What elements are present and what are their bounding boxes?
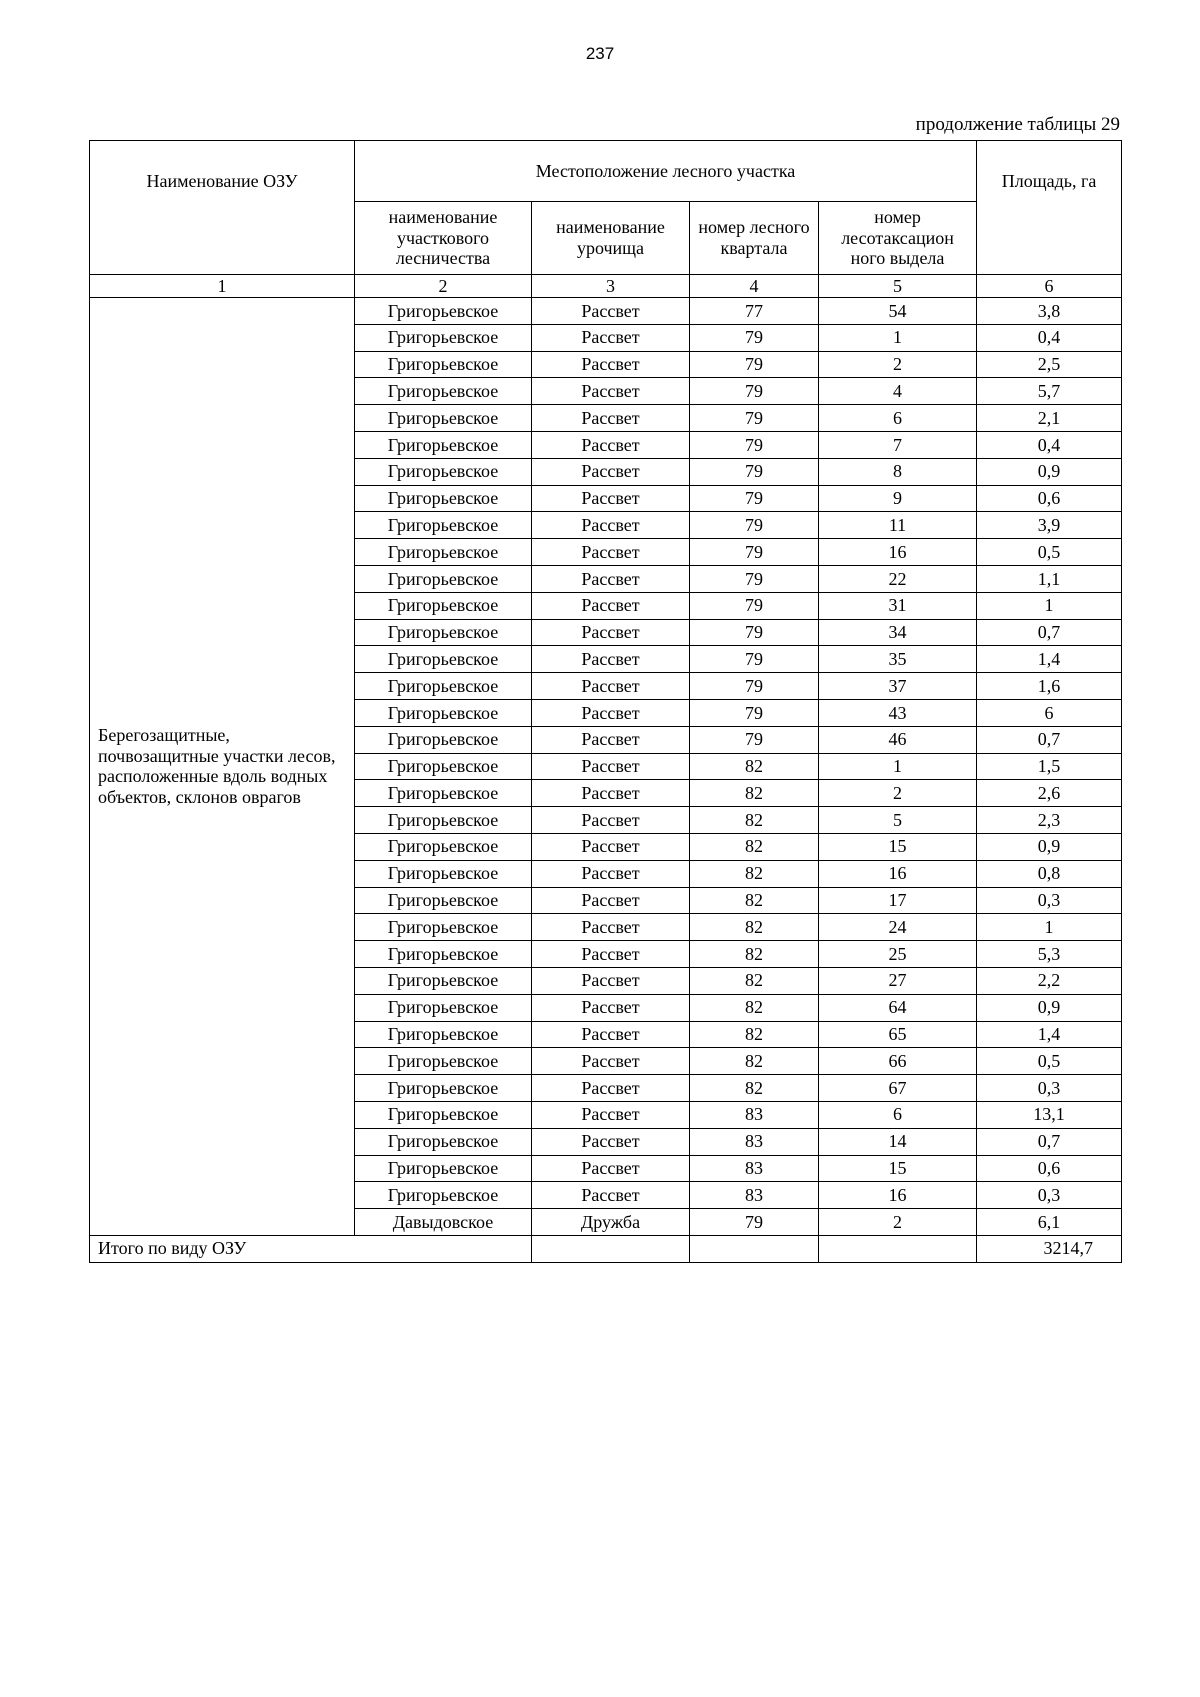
- forestry-cell: Григорьевское: [355, 378, 532, 405]
- tract-cell: Рассвет: [532, 941, 690, 968]
- forestry-cell: Григорьевское: [355, 1128, 532, 1155]
- quarter-cell: 79: [690, 378, 819, 405]
- allotment-cell: 16: [819, 539, 977, 566]
- tract-cell: Рассвет: [532, 753, 690, 780]
- allotment-cell: 34: [819, 619, 977, 646]
- total-row: [90, 1235, 1122, 1262]
- quarter-cell: 82: [690, 833, 819, 860]
- allotment-cell: 67: [819, 1075, 977, 1102]
- allotment-cell: 35: [819, 646, 977, 673]
- allotment-cell: 15: [819, 1155, 977, 1182]
- allotment-cell: 25: [819, 941, 977, 968]
- tract-cell: Рассвет: [532, 512, 690, 539]
- column-number: 4: [690, 275, 819, 298]
- area-cell: 6: [977, 699, 1122, 726]
- forestry-cell: Григорьевское: [355, 753, 532, 780]
- forestry-cell: Григорьевское: [355, 1101, 532, 1128]
- allotment-cell: 14: [819, 1128, 977, 1155]
- table-row: [90, 298, 1122, 325]
- allotment-cell: 64: [819, 994, 977, 1021]
- quarter-cell: 79: [690, 565, 819, 592]
- header-quarter: номер лесного квартала: [690, 202, 819, 275]
- area-cell: 5,7: [977, 378, 1122, 405]
- column-number: 3: [532, 275, 690, 298]
- empty-cell: [819, 1235, 977, 1262]
- forestry-cell: Григорьевское: [355, 887, 532, 914]
- quarter-cell: 79: [690, 726, 819, 753]
- area-cell: 0,8: [977, 860, 1122, 887]
- tract-cell: Рассвет: [532, 887, 690, 914]
- quarter-cell: 82: [690, 780, 819, 807]
- header-row-top: [90, 141, 1122, 202]
- forestry-cell: Григорьевское: [355, 646, 532, 673]
- table-continuation-label: продолжение таблицы 29: [915, 114, 1120, 135]
- forestry-cell: Григорьевское: [355, 1155, 532, 1182]
- quarter-cell: 79: [690, 458, 819, 485]
- forestry-cell: Григорьевское: [355, 324, 532, 351]
- quarter-cell: 82: [690, 753, 819, 780]
- header-location-group: Местоположение лесного участка: [355, 141, 977, 202]
- empty-cell: [532, 1235, 690, 1262]
- forestry-cell: Григорьевское: [355, 833, 532, 860]
- tract-cell: Рассвет: [532, 780, 690, 807]
- area-cell: 0,9: [977, 833, 1122, 860]
- allotment-cell: 27: [819, 967, 977, 994]
- area-cell: 0,5: [977, 1048, 1122, 1075]
- forestry-cell: Григорьевское: [355, 351, 532, 378]
- forestry-cell: Григорьевское: [355, 1021, 532, 1048]
- area-cell: 2,2: [977, 967, 1122, 994]
- tract-cell: Рассвет: [532, 619, 690, 646]
- forestry-cell: Григорьевское: [355, 485, 532, 512]
- quarter-cell: 79: [690, 646, 819, 673]
- header-area: Площадь, га: [977, 141, 1122, 275]
- area-cell: 2,1: [977, 405, 1122, 432]
- allotment-cell: 54: [819, 298, 977, 325]
- quarter-cell: 79: [690, 1209, 819, 1236]
- area-cell: 0,7: [977, 726, 1122, 753]
- allotment-cell: 6: [819, 405, 977, 432]
- header-ozu-name: Наименование ОЗУ: [90, 141, 355, 275]
- forestry-cell: Григорьевское: [355, 592, 532, 619]
- tract-cell: Рассвет: [532, 673, 690, 700]
- area-cell: 1,5: [977, 753, 1122, 780]
- area-cell: 2,5: [977, 351, 1122, 378]
- forestry-cell: Григорьевское: [355, 860, 532, 887]
- area-cell: 1: [977, 592, 1122, 619]
- tract-cell: Рассвет: [532, 378, 690, 405]
- quarter-cell: 79: [690, 539, 819, 566]
- tract-cell: Рассвет: [532, 1182, 690, 1209]
- tract-cell: Рассвет: [532, 485, 690, 512]
- quarter-cell: 83: [690, 1182, 819, 1209]
- quarter-cell: 79: [690, 485, 819, 512]
- allotment-cell: 9: [819, 485, 977, 512]
- quarter-cell: 82: [690, 914, 819, 941]
- allotment-cell: 37: [819, 673, 977, 700]
- allotment-cell: 11: [819, 512, 977, 539]
- column-number: 2: [355, 275, 532, 298]
- tract-cell: Рассвет: [532, 1155, 690, 1182]
- allotment-cell: 2: [819, 1209, 977, 1236]
- quarter-cell: 79: [690, 351, 819, 378]
- tract-cell: Рассвет: [532, 1048, 690, 1075]
- allotment-cell: 2: [819, 780, 977, 807]
- area-cell: 1: [977, 914, 1122, 941]
- tract-cell: Рассвет: [532, 405, 690, 432]
- area-cell: 0,7: [977, 1128, 1122, 1155]
- allotment-cell: 16: [819, 1182, 977, 1209]
- tract-cell: Рассвет: [532, 1021, 690, 1048]
- tract-cell: Рассвет: [532, 1128, 690, 1155]
- forestry-cell: Григорьевское: [355, 458, 532, 485]
- ozu-table: [89, 140, 1122, 1263]
- tract-cell: Рассвет: [532, 726, 690, 753]
- tract-cell: Рассвет: [532, 646, 690, 673]
- quarter-cell: 79: [690, 405, 819, 432]
- area-cell: 3,9: [977, 512, 1122, 539]
- quarter-cell: 83: [690, 1101, 819, 1128]
- forestry-cell: Григорьевское: [355, 1075, 532, 1102]
- ozu-category-name: Берегозащитные, почвозащитные участки лесов, расположенные вдоль водных объектов, склонов оврагов: [90, 298, 355, 1236]
- tract-cell: Рассвет: [532, 994, 690, 1021]
- quarter-cell: 82: [690, 1021, 819, 1048]
- quarter-cell: 83: [690, 1155, 819, 1182]
- table-body: [90, 141, 1122, 1263]
- forestry-cell: Григорьевское: [355, 914, 532, 941]
- column-numbers-row: [90, 275, 1122, 298]
- allotment-cell: 8: [819, 458, 977, 485]
- total-area: 3214,7: [977, 1235, 1122, 1262]
- area-cell: 0,3: [977, 1182, 1122, 1209]
- total-label: Итого по виду ОЗУ: [90, 1235, 532, 1262]
- forestry-cell: Григорьевское: [355, 298, 532, 325]
- tract-cell: Рассвет: [532, 807, 690, 834]
- allotment-cell: 1: [819, 753, 977, 780]
- quarter-cell: 79: [690, 592, 819, 619]
- area-cell: 5,3: [977, 941, 1122, 968]
- allotment-cell: 43: [819, 699, 977, 726]
- forestry-cell: Григорьевское: [355, 1048, 532, 1075]
- quarter-cell: 82: [690, 887, 819, 914]
- allotment-cell: 5: [819, 807, 977, 834]
- allotment-cell: 7: [819, 431, 977, 458]
- empty-cell: [690, 1235, 819, 1262]
- forestry-cell: Григорьевское: [355, 405, 532, 432]
- area-cell: 0,4: [977, 431, 1122, 458]
- header-allotment: номер лесотаксацион ного выдела: [819, 202, 977, 275]
- quarter-cell: 82: [690, 994, 819, 1021]
- allotment-cell: 46: [819, 726, 977, 753]
- area-cell: 3,8: [977, 298, 1122, 325]
- forestry-cell: Григорьевское: [355, 967, 532, 994]
- area-cell: 0,6: [977, 485, 1122, 512]
- tract-cell: Рассвет: [532, 967, 690, 994]
- column-number: 5: [819, 275, 977, 298]
- allotment-cell: 4: [819, 378, 977, 405]
- column-number: 1: [90, 275, 355, 298]
- quarter-cell: 77: [690, 298, 819, 325]
- quarter-cell: 79: [690, 673, 819, 700]
- area-cell: 0,5: [977, 539, 1122, 566]
- quarter-cell: 83: [690, 1128, 819, 1155]
- area-cell: 0,3: [977, 887, 1122, 914]
- allotment-cell: 15: [819, 833, 977, 860]
- tract-cell: Рассвет: [532, 1101, 690, 1128]
- page-number: 237: [585, 44, 615, 63]
- tract-cell: Рассвет: [532, 914, 690, 941]
- header-tract: наименование урочища: [532, 202, 690, 275]
- column-number: 6: [977, 275, 1122, 298]
- tract-cell: Рассвет: [532, 592, 690, 619]
- tract-cell: Рассвет: [532, 1075, 690, 1102]
- forestry-cell: Григорьевское: [355, 431, 532, 458]
- forestry-cell: Григорьевское: [355, 619, 532, 646]
- quarter-cell: 82: [690, 807, 819, 834]
- allotment-cell: 6: [819, 1101, 977, 1128]
- quarter-cell: 82: [690, 941, 819, 968]
- forestry-cell: Григорьевское: [355, 699, 532, 726]
- forestry-cell: Григорьевское: [355, 565, 532, 592]
- forestry-cell: Григорьевское: [355, 994, 532, 1021]
- forestry-cell: Григорьевское: [355, 512, 532, 539]
- tract-cell: Рассвет: [532, 699, 690, 726]
- forestry-cell: Григорьевское: [355, 1182, 532, 1209]
- tract-cell: Рассвет: [532, 539, 690, 566]
- quarter-cell: 79: [690, 324, 819, 351]
- area-cell: 0,6: [977, 1155, 1122, 1182]
- forestry-cell: Давыдовское: [355, 1209, 532, 1236]
- quarter-cell: 79: [690, 512, 819, 539]
- allotment-cell: 17: [819, 887, 977, 914]
- allotment-cell: 24: [819, 914, 977, 941]
- area-cell: 0,9: [977, 994, 1122, 1021]
- area-cell: 0,9: [977, 458, 1122, 485]
- area-cell: 1,4: [977, 1021, 1122, 1048]
- area-cell: 1,1: [977, 565, 1122, 592]
- quarter-cell: 79: [690, 619, 819, 646]
- forestry-cell: Григорьевское: [355, 807, 532, 834]
- area-cell: 6,1: [977, 1209, 1122, 1236]
- forestry-cell: Григорьевское: [355, 539, 532, 566]
- allotment-cell: 1: [819, 324, 977, 351]
- allotment-cell: 65: [819, 1021, 977, 1048]
- allotment-cell: 66: [819, 1048, 977, 1075]
- quarter-cell: 79: [690, 699, 819, 726]
- quarter-cell: 82: [690, 967, 819, 994]
- quarter-cell: 82: [690, 1048, 819, 1075]
- area-cell: 0,7: [977, 619, 1122, 646]
- allotment-cell: 2: [819, 351, 977, 378]
- tract-cell: Рассвет: [532, 351, 690, 378]
- area-cell: 2,3: [977, 807, 1122, 834]
- tract-cell: Рассвет: [532, 860, 690, 887]
- area-cell: 1,6: [977, 673, 1122, 700]
- tract-cell: Рассвет: [532, 324, 690, 351]
- area-cell: 2,6: [977, 780, 1122, 807]
- area-cell: 0,3: [977, 1075, 1122, 1102]
- forestry-cell: Григорьевское: [355, 673, 532, 700]
- area-cell: 0,4: [977, 324, 1122, 351]
- area-cell: 13,1: [977, 1101, 1122, 1128]
- quarter-cell: 79: [690, 431, 819, 458]
- forestry-cell: Григорьевское: [355, 780, 532, 807]
- tract-cell: Рассвет: [532, 833, 690, 860]
- area-cell: 1,4: [977, 646, 1122, 673]
- allotment-cell: 16: [819, 860, 977, 887]
- tract-cell: Рассвет: [532, 458, 690, 485]
- header-forestry: наименование участкового лесничества: [355, 202, 532, 275]
- quarter-cell: 82: [690, 1075, 819, 1102]
- tract-cell: Рассвет: [532, 565, 690, 592]
- tract-cell: Рассвет: [532, 431, 690, 458]
- allotment-cell: 22: [819, 565, 977, 592]
- forestry-cell: Григорьевское: [355, 726, 532, 753]
- tract-cell: Рассвет: [532, 298, 690, 325]
- allotment-cell: 31: [819, 592, 977, 619]
- quarter-cell: 82: [690, 860, 819, 887]
- forestry-cell: Григорьевское: [355, 941, 532, 968]
- tract-cell: Дружба: [532, 1209, 690, 1236]
